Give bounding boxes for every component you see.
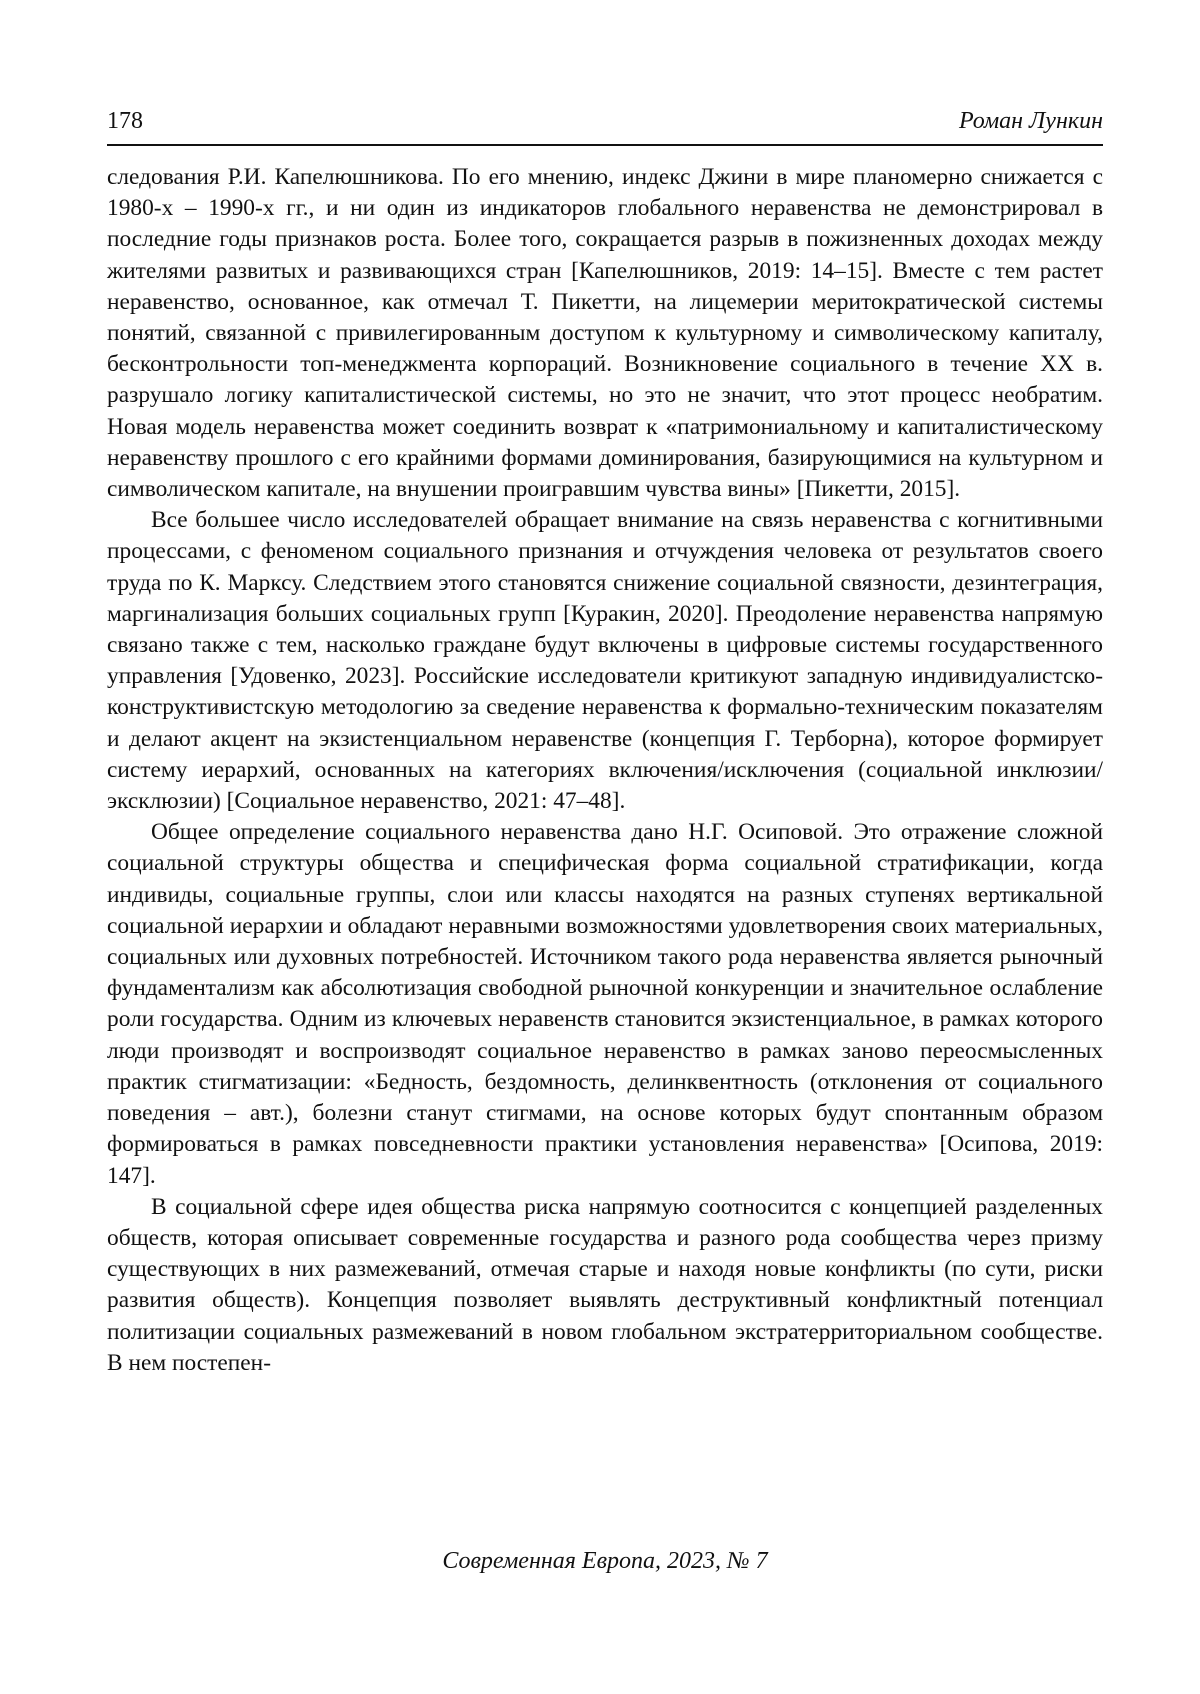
running-author: Роман Лункин	[958, 108, 1103, 134]
running-footer: Современная Европа, 2023, № 7	[442, 1548, 768, 1574]
paragraph: Все большее число исследователей обращает внимание на связь неравенства с когнитивными процессами, с феноменом социального признания и отчуждения человека от результатов своего труда по К. Марксу. Следствием этого становятся снижение социальной связности, дезинтеграция, маргинализация больших социальных групп [Куракин, 2020]. Преодоление неравенства напрямую связано также с тем, насколько граждане будут включены в цифровые системы государственного управления [Удовенко, 2023]. Российские исследователи критикуют западную индивидуалистско-конструктивистскую методологию за сведение неравенства к формально-техническим показателям и делают акцент на экзистенциальном неравенстве (концепция Г. Терборна), которое формирует систему иерархий, основанных на категориях включения/исключения (социальной инклюзии/эксклюзии) [Социальное неравенство, 2021: 47–48].	[107, 507, 1103, 815]
body-text	[107, 162, 1103, 1379]
page-number: 178	[107, 108, 143, 134]
paragraph: В социальной сфере идея общества риска напрямую соотносится с концепцией разделенных обществ, которая описывает современные государства и разного рода сообщества через призму существующих в них размежеваний, отмечая старые и находя новые конфликты (по сути, риски развития обществ). Концепция позволяет выявлять деструктивный конфликтный потенциал политизации социальных размежеваний в новом глобальном экстратерриториальном сообществе. В нем постепен-	[107, 1193, 1103, 1376]
running-header	[107, 104, 1103, 146]
paragraph-continued: следования Р.И. Капелюшникова. По его мнению, индекс Джини в мире планомерно снижается с 1980-х – 1990-х гг., и ни один из индикаторов глобального неравенства не демонстрировал в последние годы признаков роста. Более того, сокращается разрыв в пожизненных доходах между жителями развитых и развивающихся стран [Капелюшников, 2019: 14–15]. Вместе с тем растет неравенство, основанное, как отмечал Т. Пикетти, на лицемерии меритократической системы понятий, связанной с привилегированным доступом к культурному и символическому капиталу, бесконтрольности топ-менеджмента корпораций. Возникновение социального в течение XX в. разрушало логику капиталистической системы, но это не значит, что этот процесс необратим. Новая модель неравенства может соединить возврат к «патримониальному и капиталистическому неравенству прошлого с его крайними формами доминирования, базирующимися на культурном и символическом капитале, на внушении проигравшим чувства вины» [Пикетти, 2015].	[107, 164, 1103, 503]
paragraph: Общее определение социального неравенства дано Н.Г. Осиповой. Это отражение сложной социальной структуры общества и специфическая форма социальной стратификации, когда индивиды, социальные группы, слои или классы находятся на разных ступенях вертикальной социальной иерархии и обладают неравными возможностями удовлетворения своих материальных, социальных или духовных потребностей. Источником такого рода неравенства является рыночный фундаментализм как абсолютизация свободной рыночной конкуренции и значительное ослабление роли государства. Одним из ключевых неравенств становится экзистенциальное, в рамках которого люди производят и воспроизводят социальное неравенство в рамках заново переосмысленных практик стигматизации: «Бедность, бездомность, делинквентность (отклонения от социального поведения – авт.), болезни станут стигмами, на основе которых будут спонтанным образом формироваться в рамках повседневности практики установления неравенства» [Осипова, 2019: 147].	[107, 819, 1103, 1189]
